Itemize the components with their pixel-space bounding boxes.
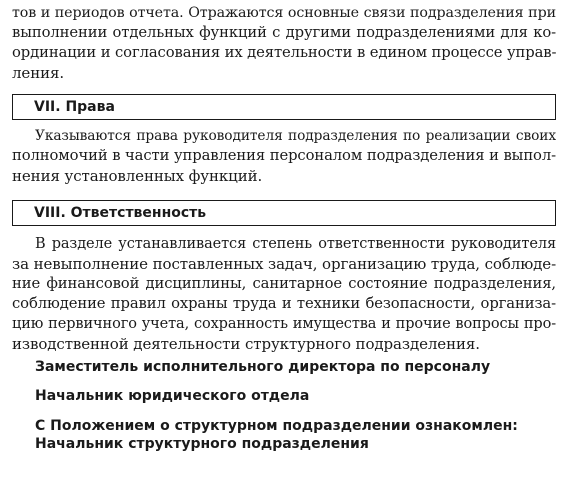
signature-unit-head: Начальник структурного подразделения (35, 436, 369, 452)
responsibility-line: изводственной деятельности структурного подразделения. (12, 335, 480, 353)
responsibility-line: В разделе устанавливается степень ответственности руководителя (35, 236, 556, 252)
rights-line: нения установленных функций. (12, 167, 263, 185)
section-rights-title: VII. Права (34, 99, 115, 115)
rights-line: Указываются права руководителя подразделения по реализации своих (35, 128, 556, 144)
section-responsibility-title: VIII. Ответственность (34, 205, 207, 221)
responsibility-line: за невыполнение поставленных задач, организацию труда, соблюде- (12, 255, 557, 273)
signature-legal-head: Начальник юридического отдела (35, 388, 310, 404)
section-rights-paragraph (12, 126, 556, 186)
rights-line: полномочий в части управления персоналом подразделения и выпол- (12, 147, 556, 164)
responsibility-line: ние финансовой дисциплины, санитарное состояние подразделения, (12, 275, 556, 292)
intro-line: выполнении отдельных функций с другими подразделениями для ко- (12, 24, 556, 41)
intro-line: ординации и согласования их деятельности в едином процессе управ- (12, 44, 557, 61)
responsibility-line: цию первичного учета, сохранность имущества и прочие вопросы про- (12, 316, 556, 332)
signature-acknowledged: С Положением о структурном подразделении ознакомлен: (35, 418, 518, 434)
intro-line: тов и периодов отчета. Отражаются основные связи подразделения при (12, 5, 556, 21)
section-responsibility-paragraph (12, 234, 556, 354)
section-rights-header (12, 94, 556, 120)
intro-paragraph (12, 3, 556, 83)
responsibility-line: соблюдение правил охраны труда и техники безопасности, организа- (12, 295, 556, 312)
intro-line: ления. (12, 64, 65, 82)
section-responsibility-header (12, 200, 556, 226)
signature-deputy-director: Заместитель исполнительного директора по персоналу (35, 359, 491, 375)
